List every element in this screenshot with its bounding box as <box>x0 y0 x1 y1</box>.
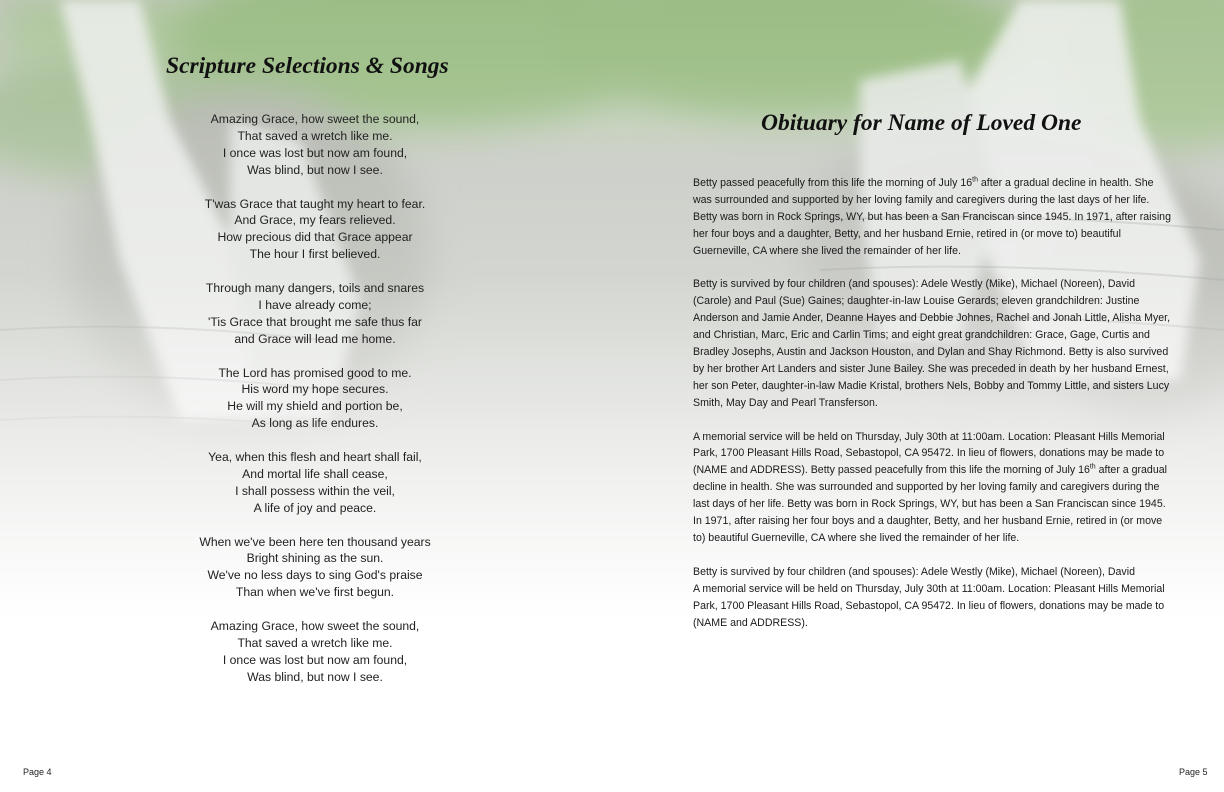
obituary-paragraph <box>693 564 1173 632</box>
lyric-line: The Lord has promised good to me. <box>218 365 412 380</box>
stanza <box>190 196 440 264</box>
stanza <box>190 534 440 602</box>
text-run: A memorial service will be held on Thursday, July 30th at 11:00am. Location: Pleasant Hills Memorial Park, 1700 Pleasant Hills Road, Sebastopol, CA 95472. In lieu of flowers, donations may be made to (NAME and ADDRESS). Betty passed peacefully from this life the morning of July 16 <box>693 430 1165 477</box>
stanza <box>190 449 440 517</box>
lyric-line: How precious did that Grace appear <box>217 230 413 245</box>
stanza <box>190 280 440 348</box>
text-run: Betty is survived by four children (and spouses): Adele Westly (Mike), Michael (Noreen), David <box>693 565 1135 578</box>
page-number: Page 4 <box>23 767 52 777</box>
obituary-paragraph: Betty is survived by four children (and spouses): Adele Westly (Mike), Michael (Noreen), David (Carole) and Paul (Sue) Gaines; daughter-in-law Louise Gerards; eleven grandchildren: Justine Anderson and Jamie Ander, Deanne Hayes and Debbie Johnes, Rachel and Jonah Little, Alisha Myer, and Christian, Marc, Eric and Carlin Tims; and eight great grandchildren: Grace, Gage, Curtis and Bradley Josephs, Austin and Jackson Houston, and Dylan and Shay Richmond. Betty is also survived by her brother Art Landers and sister June Bailey. She was preceded in death by her husband Ernest, her son Peter, daughter-in-law Madie Kristal, brothers Nels, Bobby and Tommy Little, and sisters Lucy Smith, May Day and Pearl Transferson. <box>693 278 1171 409</box>
lyric-line: T'was Grace that taught my heart to fear. <box>204 196 426 211</box>
lyric-line: Bright shining as the sun. <box>246 551 384 566</box>
page-5 <box>612 0 1224 792</box>
lyric-line: Amazing Grace, how sweet the sound, <box>210 112 420 126</box>
text-run: after a gradual decline in health. She was surrounded and supported by her loving family and caregivers during the last days of her life. Betty was born in Rock Springs, WY, but has been a San Franciscan since 1945. In 1971, after raising her four boys and a daughter, Betty, and her husband Ernie, retired in (or move to) beautiful Guerneville, CA where she lived the remainder of her life. <box>693 177 1171 257</box>
lyric-line: I have already come; <box>258 297 372 312</box>
obituary-body <box>693 175 1173 648</box>
lyric-line: Amazing Grace, how sweet the sound, <box>210 619 420 634</box>
page-title: Obituary for Name of Loved One <box>761 110 1082 136</box>
text-run: Betty passed peacefully from this life the morning of July 16 <box>693 177 973 189</box>
lyric-line: Was blind, but now I see. <box>247 162 383 177</box>
ordinal-suffix: th <box>1089 463 1096 471</box>
lyric-line: Through many dangers, toils and snares <box>205 281 425 296</box>
lyric-line: His word my hope secures. <box>241 382 389 397</box>
lyric-line: I shall possess within the veil, <box>235 483 395 498</box>
lyric-line: That saved a wretch like me. <box>237 128 393 143</box>
lyric-line: 'Tis Grace that brought me safe thus far <box>208 314 422 329</box>
lyric-line: That saved a wretch like me. <box>237 636 393 650</box>
song-lyrics <box>190 111 440 703</box>
lyric-line: A life of joy and peace. <box>253 500 377 515</box>
lyric-line: Than when we've first begun. <box>235 585 395 600</box>
lyric-line: As long as life endures. <box>251 416 379 431</box>
text-run: A memorial service will be held on Thursday, July 30th at 11:00am. Location: Pleasant Hills Memorial Park, 1700 Pleasant Hills Road, Sebastopol, CA 95472. In lieu of flowers, donations may be made to (NAME and ADDRESS). <box>693 582 1165 629</box>
stanza <box>190 365 440 433</box>
lyric-line: The hour I first believed. <box>249 247 381 262</box>
lyric-line: We've no less days to sing God's praise <box>207 568 423 583</box>
page-number: Page 5 <box>1179 767 1208 777</box>
lyric-line: And mortal life shall cease, <box>242 466 388 481</box>
lyric-line: He will my shield and portion be, <box>227 399 403 414</box>
lyric-line: And Grace, my fears relieved. <box>234 213 396 228</box>
lyric-line: When we've been here ten thousand years <box>199 534 431 549</box>
obituary-paragraph <box>693 175 1173 260</box>
lyric-line: I once was lost but now am found, <box>222 652 408 667</box>
page-title: Scripture Selections & Songs <box>166 53 449 79</box>
obituary-paragraph <box>693 429 1173 547</box>
ordinal-suffix: th <box>972 176 978 184</box>
lyric-line: Yea, when this flesh and heart shall fail, <box>208 450 422 465</box>
lyric-line: I once was lost but now am found, <box>222 145 408 160</box>
text-run: after a gradual decline in health. She was surrounded and supported by her loving family and caregivers during the last days of her life. Betty was born in Rock Springs, WY, but has been a San Franciscan since 1945. In 1971, after raising her four boys and a daughter, Betty, and her husband Ernie, retired in (or move to) beautiful Guerneville, CA where she lived the remainder of her life. <box>693 464 1167 544</box>
stanza <box>190 618 440 686</box>
lyric-line: and Grace will lead me home. <box>234 331 396 346</box>
stanza <box>190 111 440 179</box>
lyric-line: Was blind, but now I see. <box>247 669 383 684</box>
